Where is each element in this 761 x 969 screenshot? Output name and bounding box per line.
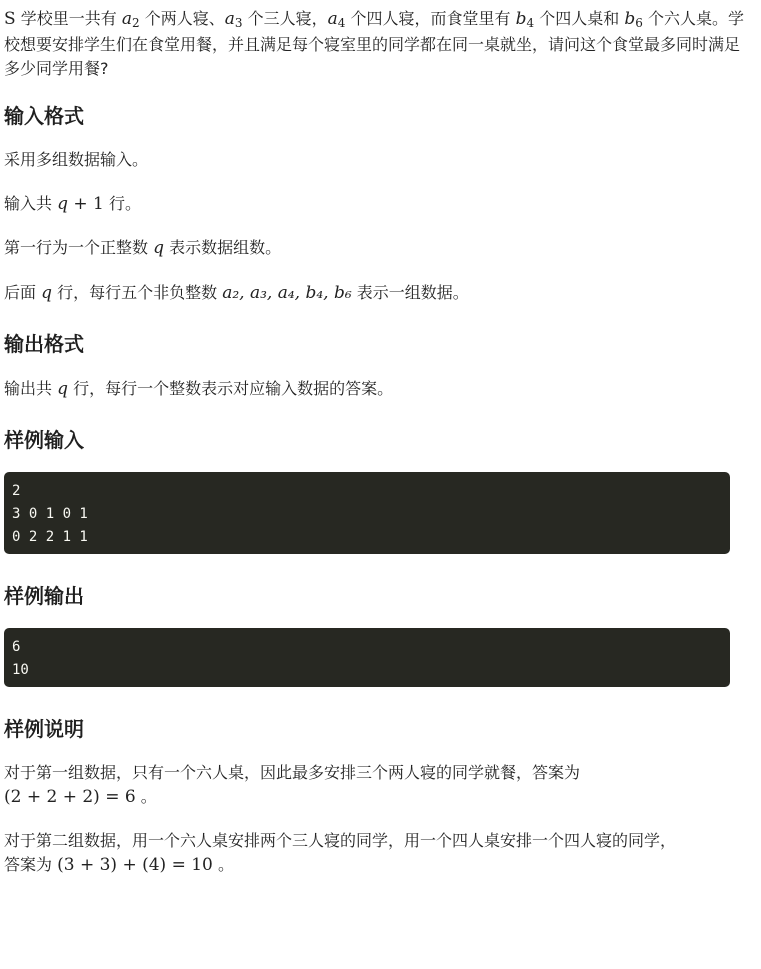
sample-output-code[interactable]: 6 10 [4,628,730,687]
sample-input-heading: 样例输入 [4,428,84,453]
explanation-para-1: 对于第一组数据，只有一个六人桌，因此最多安排三个两人寝的同学就餐，答案为 (2 + 2 + 2) = 6 。 [4,763,581,808]
problem-statement [4,6,749,82]
sample-input-code[interactable]: 2 3 0 1 0 1 0 2 2 1 1 [4,472,730,554]
math-a3: $a_3$ [224,9,243,30]
output-format-heading: 输出格式 [4,332,84,357]
math-s: S [4,9,16,29]
math-b4: $b_4$ [515,9,535,30]
statement-text: 个三人寝， [247,9,328,28]
input-line-3: 第一行为一个正整数 q 表示数据组数。 [4,238,282,259]
math-expr: (3 + 3) + (4) = 10 [57,854,213,875]
math-q: q [57,379,68,400]
math-vars: a₂, a₃, a₄, b₄, b₆ [222,282,352,303]
math-q: q [153,238,164,259]
statement-text: 学校里一共有 [20,9,117,28]
math-expr: (2 + 2 + 2) = 6 [4,787,136,808]
math-a2: $a_2$ [121,9,140,30]
statement-text: 个六人桌。学校想要安排学生们在食堂用餐，并且满足每个寝室里的同学都在同一桌就坐，请问这个食堂最多同时满足多少同学用餐? [4,9,744,79]
explanation-para-2: 对于第二组数据，用一个六人桌安排两个三人寝的同学，用一个四人桌安排一个四人寝的同学， 答案为 (3 + 3) + (4) = 10 。 [4,830,677,875]
statement-text: 个四人寝，而食堂里有 [350,9,511,28]
sample-output-heading: 样例输出 [4,584,84,609]
input-format-heading: 输入格式 [4,104,84,129]
input-line-4: 后面 q 行，每行五个非负整数 a₂, a₃, a₄, b₄, b₆ 表示一组数据。 [4,282,469,303]
explanation-heading: 样例说明 [4,717,84,742]
math-q: q [57,193,68,214]
math-b6: $b_6$ [624,9,643,30]
input-line-1: 采用多组数据输入。 [4,150,149,170]
math-q: q [41,282,52,303]
math-a4: $a_4$ [327,9,346,30]
math-plus-one: + 1 [68,193,104,214]
statement-text: 个两人寝、 [144,9,225,28]
input-line-2: 输入共 q + 1 行。 [4,193,141,214]
output-line: 输出共 q 行，每行一个整数表示对应输入数据的答案。 [4,379,394,400]
statement-text: 个四人桌和 [539,9,620,28]
